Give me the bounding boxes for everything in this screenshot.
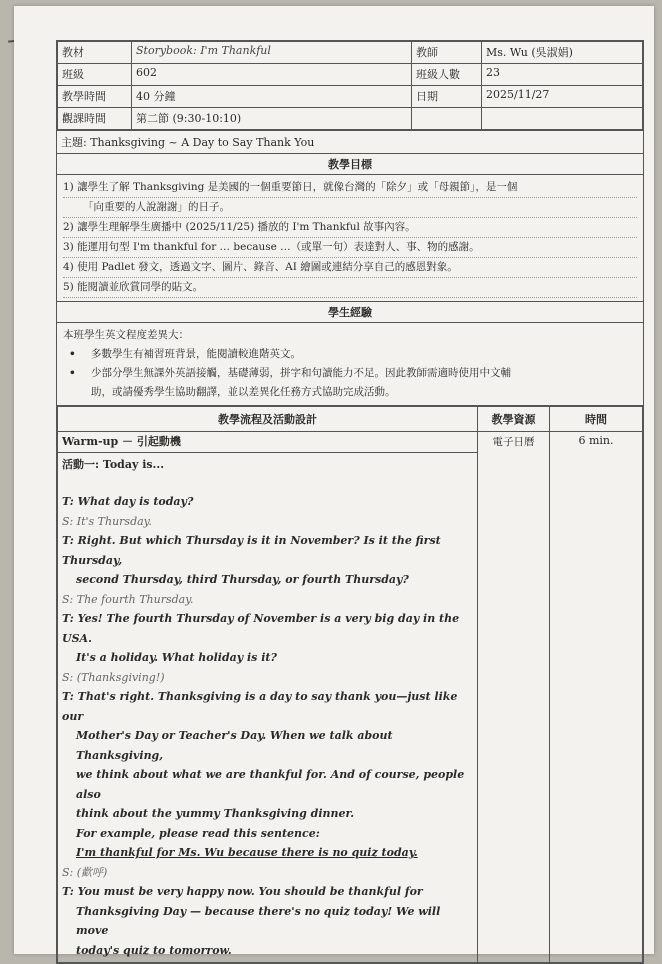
experience-title: 學生經驗 <box>57 301 643 323</box>
goal-item: 「向重要的人說謝謝」的日子。 <box>63 198 637 218</box>
warmup-heading: Warm-up － 引起動機 <box>58 432 477 453</box>
topic: 主題: Thanksgiving ~ A Day to Say Thank You <box>57 130 643 153</box>
header-table <box>57 41 643 130</box>
plan-col-activity: 教學流程及活動設計 <box>58 407 478 432</box>
dialogue-line: S: (歡呼) <box>62 865 108 879</box>
document-page <box>14 6 654 957</box>
goals-title: 教學目標 <box>57 153 643 175</box>
dialogue-line: S: It's Thursday. <box>62 514 152 528</box>
experience-section <box>57 323 643 406</box>
value-class-size: 23 <box>482 64 643 86</box>
experience-bullet: • 少部分學生無課外英語接觸，基礎薄弱，拼字和句讀能力不足。因此教師需適時使用中文輔 <box>91 364 637 383</box>
plan-table <box>57 406 643 963</box>
value-teaching-time: 40 分鐘 <box>132 86 412 108</box>
dialogue-line: T: You must be very happy now. You should be thankful for <box>62 885 423 898</box>
resource-cell: 電子日曆 <box>478 432 550 963</box>
value-teacher: Ms. Wu (吳淑娟) <box>482 42 643 64</box>
experience-intro: 本班學生英文程度差異大： <box>63 329 189 341</box>
empty-cell <box>482 108 643 130</box>
dialogue-line: T: Yes! The fourth Thursday of November is a very big day in the USA. <box>62 612 460 645</box>
experience-bullet-continued: 助，或請優秀學生協助翻譯，並以差異化任務方式協助完成活動。 <box>91 386 396 398</box>
dialogue-line: S: The fourth Thursday. <box>62 592 194 606</box>
goals-list <box>57 175 643 301</box>
dialogue-line: today's quiz to tomorrow. <box>76 943 232 957</box>
lesson-plan-sheet <box>56 40 644 964</box>
label-class: 班級 <box>58 64 132 86</box>
experience-bullet: • 多數學生有補習班背景，能閱讀較進階英文。 <box>91 345 637 364</box>
label-observation-time: 觀課時間 <box>58 108 132 130</box>
value-date: 2025/11/27 <box>482 86 643 108</box>
dialogue-line: For example, please read this sentence: <box>76 826 320 840</box>
activity-cell <box>58 432 478 963</box>
dialogue-line: T: What day is today? <box>62 495 194 508</box>
dialogue-line: we think about what we are thankful for. And of course, people also <box>76 768 465 801</box>
time-cell: 6 min. <box>550 432 643 963</box>
plan-col-time: 時間 <box>550 407 643 432</box>
dialogue-line: I'm thankful for Ms. Wu because there is no quiz today. <box>76 846 418 859</box>
label-teacher: 教師 <box>412 42 482 64</box>
goal-item: 5) 能閱讀並欣賞同學的貼文。 <box>63 278 637 298</box>
dialogue-line: think about the yummy Thanksgiving dinner. <box>76 807 355 820</box>
dialogue-line: S: (Thanksgiving!) <box>62 670 165 684</box>
dialogue-line: second Thursday, third Thursday, or fourth Thursday? <box>76 573 409 586</box>
dialogue-line: T: Right. But which Thursday is it in November? Is it the first Thursday, <box>62 534 441 567</box>
dialogue-line: It's a holiday. What holiday is it? <box>76 651 277 664</box>
goal-item: 1) 讓學生了解 Thanksgiving 是美國的一個重要節日，就像台灣的「除夕」或「母親節」，是一個 <box>63 178 637 198</box>
dialogue-line: Thanksgiving Day — because there's no quiz today! We will move <box>76 904 441 937</box>
dialogue-line: Mother's Day or Teacher's Day. When we talk about Thanksgiving, <box>76 729 393 762</box>
dialogue <box>62 492 473 960</box>
goal-item: 2) 讓學生理解學生廣播中 (2025/11/25) 播放的 I'm Thankful 故事內容。 <box>63 218 637 238</box>
value-class: 602 <box>132 64 412 86</box>
empty-cell <box>412 108 482 130</box>
goal-item: 3) 能運用句型 I'm thankful for … because …（或單一句）表達對人、事、物的感謝。 <box>63 238 637 258</box>
goal-item: 4) 使用 Padlet 發文，透過文字、圖片、錄音、AI 繪圖或連結分享自己的感恩對象。 <box>63 258 637 278</box>
dialogue-line: T: That's right. Thanksgiving is a day to say thank you—just like our <box>62 690 458 723</box>
activity-title: 活動一: Today is... <box>62 457 165 471</box>
value-material: Storybook: I'm Thankful <box>132 42 412 64</box>
label-teaching-time: 教學時間 <box>58 86 132 108</box>
plan-col-resources: 教學資源 <box>478 407 550 432</box>
label-date: 日期 <box>412 86 482 108</box>
label-material: 教材 <box>58 42 132 64</box>
label-class-size: 班級人數 <box>412 64 482 86</box>
value-observation-time: 第二節 (9:30-10:10) <box>132 108 412 130</box>
